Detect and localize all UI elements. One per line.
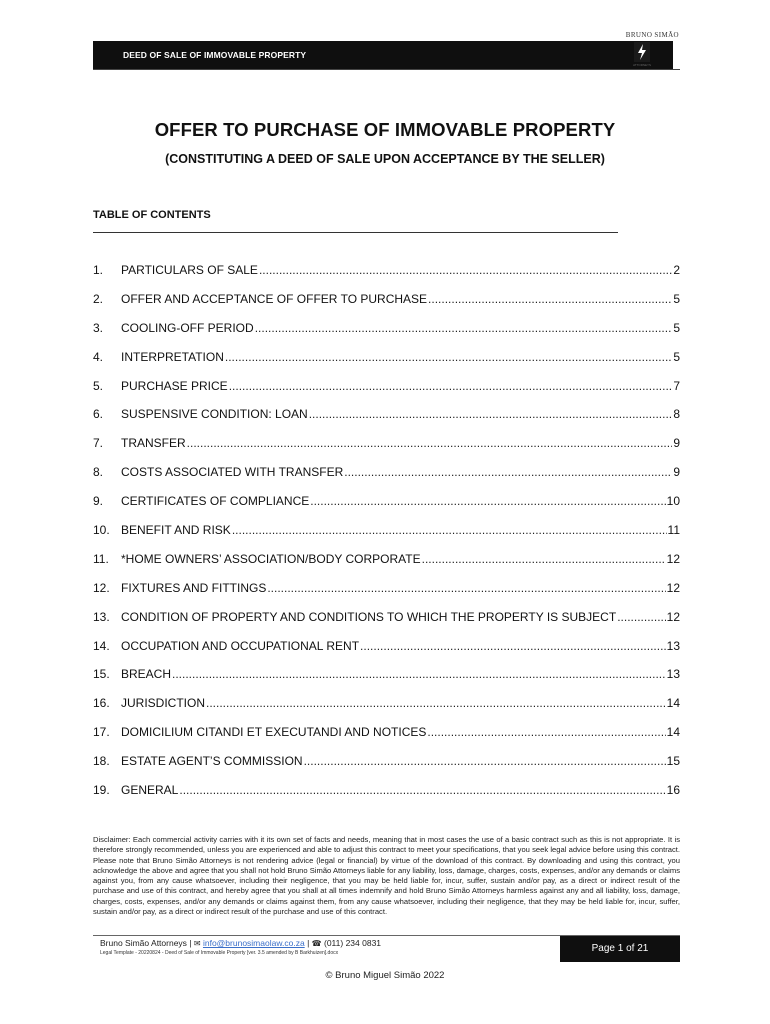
disclaimer-text: Disclaimer: Each commercial activity carries with it its own set of facts and needs, meaning that in most cases the use of a basic contract such as this is not appropriate. It is therefore strongly recommended, unless you are experienced and able to adjust this contract to meet your specifications, that you seek legal advice before using this contract. Please note that Bruno Simão Attorneys is not rendering advice (legal or financial) by virtue of the download of this contract. By downloading and using this contract, you acknowledge the above and agree that you shall not hold Bruno Simão Attorneys liable for any liability, loss, damage, charges, costs, expenses, and/or any demands or claims against you, from any cause whatsoever, including their negligence, that you may be held liable for, incur, suffer, sustain and/or pay, as a direct or indirect result of the purchase and use of this contract, and hereby agree that you shall at all times indemnify and hold Bruno Simão Attorneys harmless against any and all liability, loss, damage, charges, costs, expenses, and/or any demands or claims against them, from any cause whatsoever, including their negligence, that they may be held liable for, incur, suffer, sustain and/or pay, as a direct or indirect result of the purchase and use of this contract. xyxy=(93,835,680,917)
footer-firm: Bruno Simão Attorneys | xyxy=(100,938,192,948)
toc-item[interactable] xyxy=(93,579,680,608)
toc-title: GENERAL xyxy=(121,783,179,798)
toc-item[interactable] xyxy=(93,694,680,723)
toc-page: 7 xyxy=(673,378,680,393)
document-subtitle: (CONSTITUTING A DEED OF SALE UPON ACCEPTANCE BY THE SELLER) xyxy=(165,152,605,166)
toc-item[interactable] xyxy=(93,492,680,521)
toc-title: JURISDICTION xyxy=(121,696,205,711)
toc-page: 5 xyxy=(673,320,680,335)
toc-page: 9 xyxy=(673,465,680,480)
toc-item[interactable] xyxy=(93,290,680,319)
toc-leader xyxy=(422,550,666,568)
document-title: OFFER TO PURCHASE OF IMMOVABLE PROPERTY xyxy=(154,119,616,140)
toc-leader xyxy=(172,665,666,683)
toc-item[interactable] xyxy=(93,405,680,434)
toc-leader xyxy=(225,348,672,366)
toc-page: 2 xyxy=(673,263,680,277)
toc-page: 14 xyxy=(666,725,680,740)
page-number-badge xyxy=(560,936,680,962)
toc-divider xyxy=(93,232,618,233)
toc-item[interactable] xyxy=(93,781,680,810)
toc-item[interactable] xyxy=(93,348,680,377)
toc-leader xyxy=(206,694,666,712)
toc-item[interactable] xyxy=(93,434,680,463)
toc-page: 5 xyxy=(673,291,680,306)
toc-title: TRANSFER xyxy=(121,436,186,451)
toc-number: 4. xyxy=(93,349,104,364)
toc-leader xyxy=(232,521,667,539)
toc-title: FIXTURES AND FITTINGS xyxy=(121,580,267,595)
toc-number: 18. xyxy=(93,754,110,769)
toc-leader xyxy=(255,319,673,337)
footer-phone: (011) 234 0831 xyxy=(324,938,382,948)
header-title: DEED OF SALE OF IMMOVABLE PROPERTY xyxy=(123,50,307,60)
toc-number: 2. xyxy=(93,291,104,306)
toc-title: PURCHASE PRICE xyxy=(121,378,228,393)
toc-leader xyxy=(267,579,665,597)
toc-number: 17. xyxy=(93,725,110,740)
toc-title: COSTS ASSOCIATED WITH TRANSFER xyxy=(121,465,344,480)
footer-contact xyxy=(100,938,381,948)
toc-number: 1. xyxy=(93,263,104,277)
toc-page: 16 xyxy=(666,783,680,798)
footer-template-info: Legal Template - 20220824 - Deed of Sale of Immovable Property [ver. 3.5 amended by B Barkhuizen].docx xyxy=(100,950,339,956)
toc-item[interactable] xyxy=(93,319,680,348)
copyright: © Bruno Miguel Simão 2022 xyxy=(325,970,445,981)
toc-title: CONDITION OF PROPERTY AND CONDITIONS TO WHICH THE PROPERTY IS SUBJECT xyxy=(121,609,617,624)
toc-number: 12. xyxy=(93,580,110,595)
table-of-contents xyxy=(93,261,680,810)
toc-number: 19. xyxy=(93,783,110,798)
logo-mark-icon xyxy=(633,41,651,63)
toc-page: 15 xyxy=(666,754,680,769)
toc-leader xyxy=(179,781,665,799)
toc-leader xyxy=(310,492,665,510)
toc-heading: TABLE OF CONTENTS xyxy=(93,209,211,221)
toc-title: BREACH xyxy=(121,667,172,682)
phone-icon: ☎ xyxy=(311,939,322,948)
toc-number: 8. xyxy=(93,465,104,480)
toc-item[interactable] xyxy=(93,637,680,666)
toc-leader xyxy=(428,290,672,308)
toc-number: 10. xyxy=(93,523,110,538)
toc-title: DOMICILIUM CITANDI ET EXECUTANDI AND NOTICES xyxy=(121,725,427,740)
toc-number: 11. xyxy=(93,551,109,566)
toc-page: 13 xyxy=(666,638,680,653)
toc-item[interactable] xyxy=(93,377,680,406)
toc-number: 7. xyxy=(93,436,104,451)
toc-title: OFFER AND ACCEPTANCE OF OFFER TO PURCHASE xyxy=(121,291,428,306)
toc-title: *HOME OWNERS’ ASSOCIATION/BODY CORPORATE xyxy=(121,551,421,566)
toc-number: 6. xyxy=(93,407,104,422)
footer-email-link[interactable]: info@brunosimaolaw.co.za xyxy=(202,938,305,948)
toc-item[interactable] xyxy=(93,608,680,637)
toc-title: COOLING-OFF PERIOD xyxy=(121,320,254,335)
logo-text: BRUNO SIMÃO xyxy=(625,31,679,39)
toc-number: 3. xyxy=(93,320,104,335)
page-number: Page 1 of 21 xyxy=(591,943,649,954)
toc-title: SUSPENSIVE CONDITION: LOAN xyxy=(121,407,308,422)
toc-item[interactable] xyxy=(93,723,680,752)
logo-subtitle: ATTORNEYS xyxy=(632,63,652,67)
header-divider xyxy=(93,69,680,70)
toc-page: 5 xyxy=(673,349,680,364)
toc-title: ESTATE AGENT’S COMMISSION xyxy=(121,754,303,769)
toc-leader xyxy=(304,752,666,770)
toc-page: 12 xyxy=(666,609,680,624)
toc-title: CERTIFICATES OF COMPLIANCE xyxy=(121,494,310,509)
toc-item[interactable] xyxy=(93,752,680,781)
toc-leader xyxy=(360,637,666,655)
toc-item[interactable] xyxy=(93,550,680,579)
toc-title: OCCUPATION AND OCCUPATIONAL RENT xyxy=(121,638,360,653)
toc-title: PARTICULARS OF SALE xyxy=(121,263,258,277)
toc-item[interactable] xyxy=(93,665,680,694)
toc-title: BENEFIT AND RISK xyxy=(121,523,231,538)
toc-leader xyxy=(309,405,673,423)
toc-title: INTERPRETATION xyxy=(121,349,224,364)
toc-leader xyxy=(259,261,672,279)
toc-page: 14 xyxy=(666,696,680,711)
toc-item[interactable] xyxy=(93,463,680,492)
toc-page: 10 xyxy=(666,494,680,509)
toc-leader xyxy=(427,723,665,741)
toc-page: 13 xyxy=(666,667,680,682)
toc-number: 15. xyxy=(93,667,110,682)
toc-leader xyxy=(344,463,672,481)
toc-page: 12 xyxy=(666,580,680,595)
toc-item[interactable] xyxy=(93,521,680,550)
toc-leader xyxy=(617,608,665,626)
firm-logo xyxy=(605,31,679,69)
toc-leader xyxy=(187,434,673,452)
footer-separator: | xyxy=(307,938,310,948)
toc-page: 12 xyxy=(666,551,680,566)
mail-icon: ✉ xyxy=(193,939,201,948)
toc-number: 14. xyxy=(93,638,110,653)
toc-page: 11 xyxy=(667,523,680,538)
toc-number: 13. xyxy=(93,609,110,624)
toc-number: 9. xyxy=(93,494,104,509)
toc-number: 5. xyxy=(93,378,104,393)
toc-leader xyxy=(229,377,673,395)
toc-number: 16. xyxy=(93,696,110,711)
header-bar xyxy=(93,41,673,69)
toc-item[interactable] xyxy=(93,261,680,290)
toc-page: 8 xyxy=(673,407,680,422)
toc-page: 9 xyxy=(673,436,680,451)
